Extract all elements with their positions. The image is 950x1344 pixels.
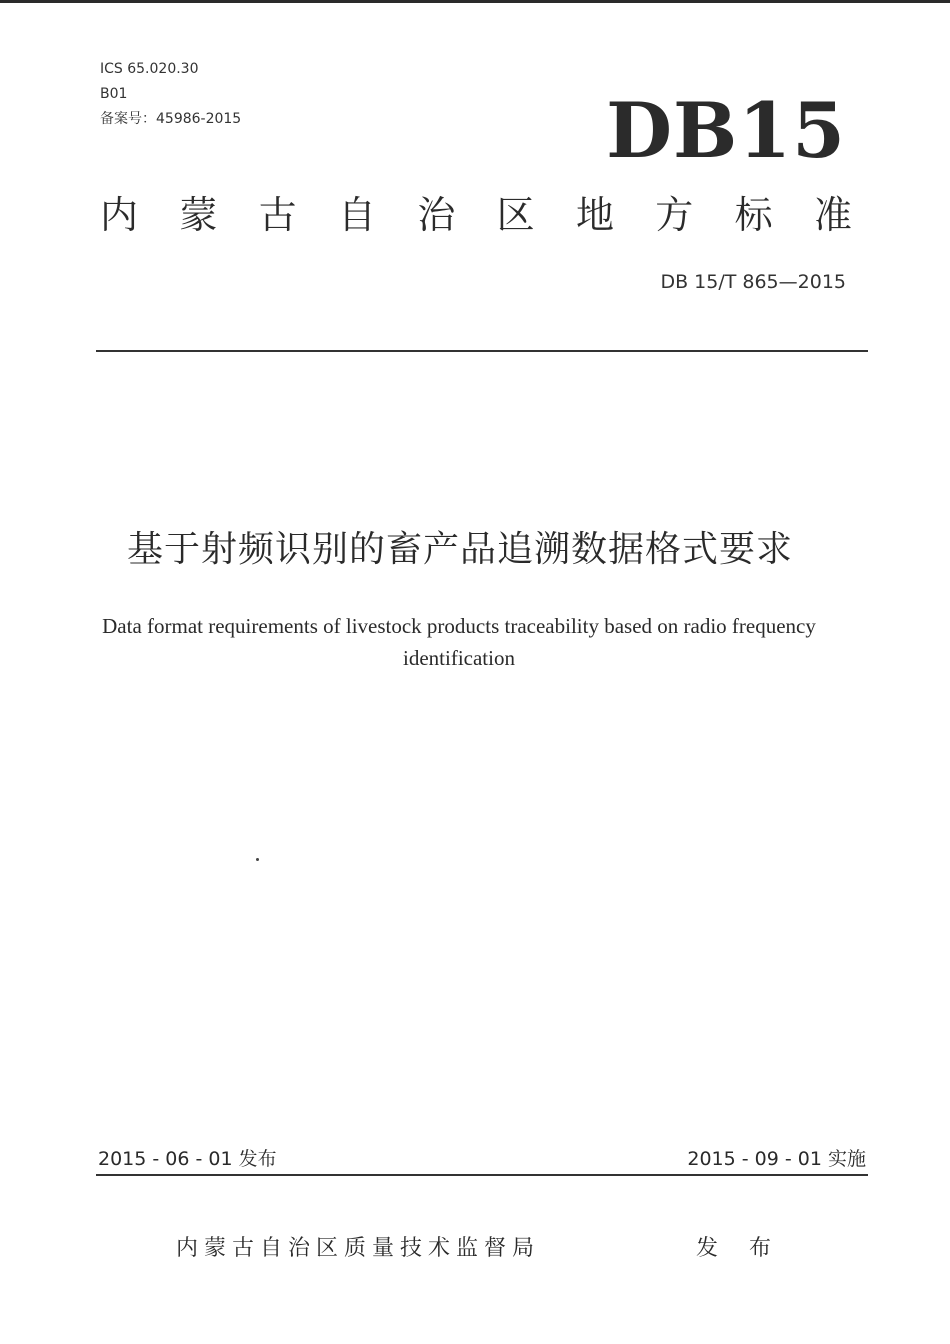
issue-date: 2015 - 06 - 01 发布 (98, 1148, 277, 1170)
standard-type-char: 治 (417, 193, 456, 237)
standard-type-char: 自 (337, 193, 376, 237)
issue-label: 发 布 (696, 1236, 783, 1261)
standard-type-char: 区 (496, 193, 535, 237)
standard-type-char: 古 (258, 193, 297, 237)
standard-code: DB15 (606, 86, 846, 175)
standard-type-char: 蒙 (179, 193, 218, 237)
implementation-date: 2015 - 09 - 01 实施 (687, 1148, 866, 1170)
issuing-authority: 内蒙古自治区质量技术监督局 (176, 1236, 541, 1261)
page-top-border (0, 0, 950, 3)
ics-code: ICS 65.020.30 (100, 61, 199, 77)
standard-type-char: 内 (100, 193, 139, 237)
standard-type-char: 准 (813, 193, 852, 237)
scan-speck (256, 858, 259, 861)
record-number: 备案号：45986-2015 (100, 111, 242, 127)
standard-type-char: 方 (655, 193, 694, 237)
standard-type (100, 193, 852, 237)
header-divider (96, 350, 868, 352)
standard-number: DB 15/T 865—2015 (660, 271, 846, 293)
standard-type-char: 标 (734, 193, 773, 237)
standard-type-char: 地 (575, 193, 614, 237)
document-title-english: Data format requirements of livestock products traceability based on radio frequency identification (102, 614, 816, 670)
document-title-chinese: 基于射频识别的畜产品追溯数据格式要求 (126, 529, 793, 570)
footer-divider (96, 1174, 868, 1176)
ccs-code: B01 (100, 86, 128, 102)
